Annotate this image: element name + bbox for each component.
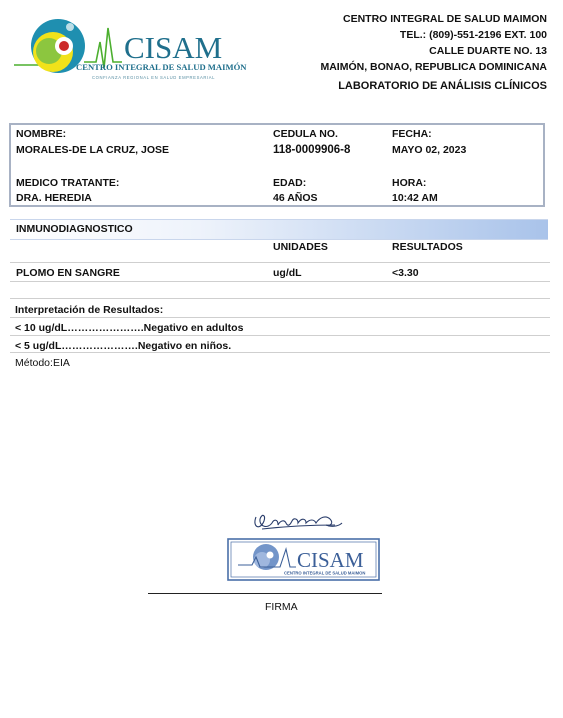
interpretation-range: < 5 ug/dL xyxy=(15,340,62,352)
clinic-address: CALLE DUARTE NO. 13 xyxy=(429,45,547,57)
time-label: HORA: xyxy=(392,177,427,189)
svg-text:CISAM: CISAM xyxy=(124,30,223,65)
doctor-label: MEDICO TRATANTE: xyxy=(16,177,120,189)
lab-department: LABORATORIO DE ANÁLISIS CLÍNICOS xyxy=(338,80,547,92)
time-value: 10:42 AM xyxy=(392,192,438,204)
interpretation-line xyxy=(15,322,243,334)
row-divider xyxy=(10,298,550,299)
units-column-header: UNIDADES xyxy=(273,241,328,253)
interpretation-meaning: Negativo en adultos xyxy=(143,322,244,334)
patient-id-label: CEDULA NO. xyxy=(273,128,338,140)
method-text: Método:EIA xyxy=(15,357,70,369)
row-divider xyxy=(10,262,550,263)
clinic-stamp xyxy=(226,537,381,582)
interpretation-dots: …………………. xyxy=(67,322,144,334)
results-column-header: RESULTADOS xyxy=(392,241,463,253)
svg-text:CENTRO INTEGRAL DE SALUD MAIMO: CENTRO INTEGRAL DE SALUD MAIMON xyxy=(284,570,366,576)
report-date-value: MAYO 02, 2023 xyxy=(392,144,467,156)
handwritten-signature xyxy=(250,505,345,537)
test-result: <3.30 xyxy=(392,267,419,279)
row-divider xyxy=(10,352,550,353)
signature-label: FIRMA xyxy=(265,601,298,613)
row-divider xyxy=(10,335,550,336)
patient-name-value: MORALES-DE LA CRUZ, JOSE xyxy=(16,144,170,156)
section-title: INMUNODIAGNOSTICO xyxy=(16,223,133,235)
clinic-city: MAIMÓN, BONAO, REPUBLICA DOMINICANA xyxy=(320,61,547,73)
interpretation-title: Interpretación de Resultados: xyxy=(15,304,164,316)
test-units: ug/dL xyxy=(273,267,302,279)
row-divider xyxy=(10,317,550,318)
clinic-name: CENTRO INTEGRAL DE SALUD MAIMON xyxy=(343,13,547,25)
test-name: PLOMO EN SANGRE xyxy=(16,267,120,279)
interpretation-range: < 10 ug/dL xyxy=(15,322,68,334)
report-date-label: FECHA: xyxy=(392,128,432,140)
interpretation-meaning: Negativo en niños. xyxy=(137,340,232,352)
svg-text:CENTRO INTEGRAL DE SALUD MAIMÓ: CENTRO INTEGRAL DE SALUD MAIMÓN xyxy=(76,62,247,72)
svg-text:CISAM: CISAM xyxy=(297,548,364,572)
svg-text:CONFIANZA REGIONAL EN SALUD EM: CONFIANZA REGIONAL EN SALUD EMPRESARIAL xyxy=(92,75,216,80)
signature-line xyxy=(148,593,382,594)
doctor-value: DRA. HEREDIA xyxy=(16,192,92,204)
interpretation-line xyxy=(15,340,231,352)
age-value: 46 AÑOS xyxy=(273,192,318,204)
age-label: EDAD: xyxy=(273,177,307,189)
clinic-phone: TEL.: (809)-551-2196 EXT. 100 xyxy=(399,29,547,41)
cisam-logo xyxy=(12,12,252,84)
row-divider xyxy=(10,281,550,282)
patient-id-value: 118-0009906-8 xyxy=(273,144,351,156)
interpretation-dots: …………………. xyxy=(61,340,138,352)
patient-name-label: NOMBRE: xyxy=(16,128,67,140)
